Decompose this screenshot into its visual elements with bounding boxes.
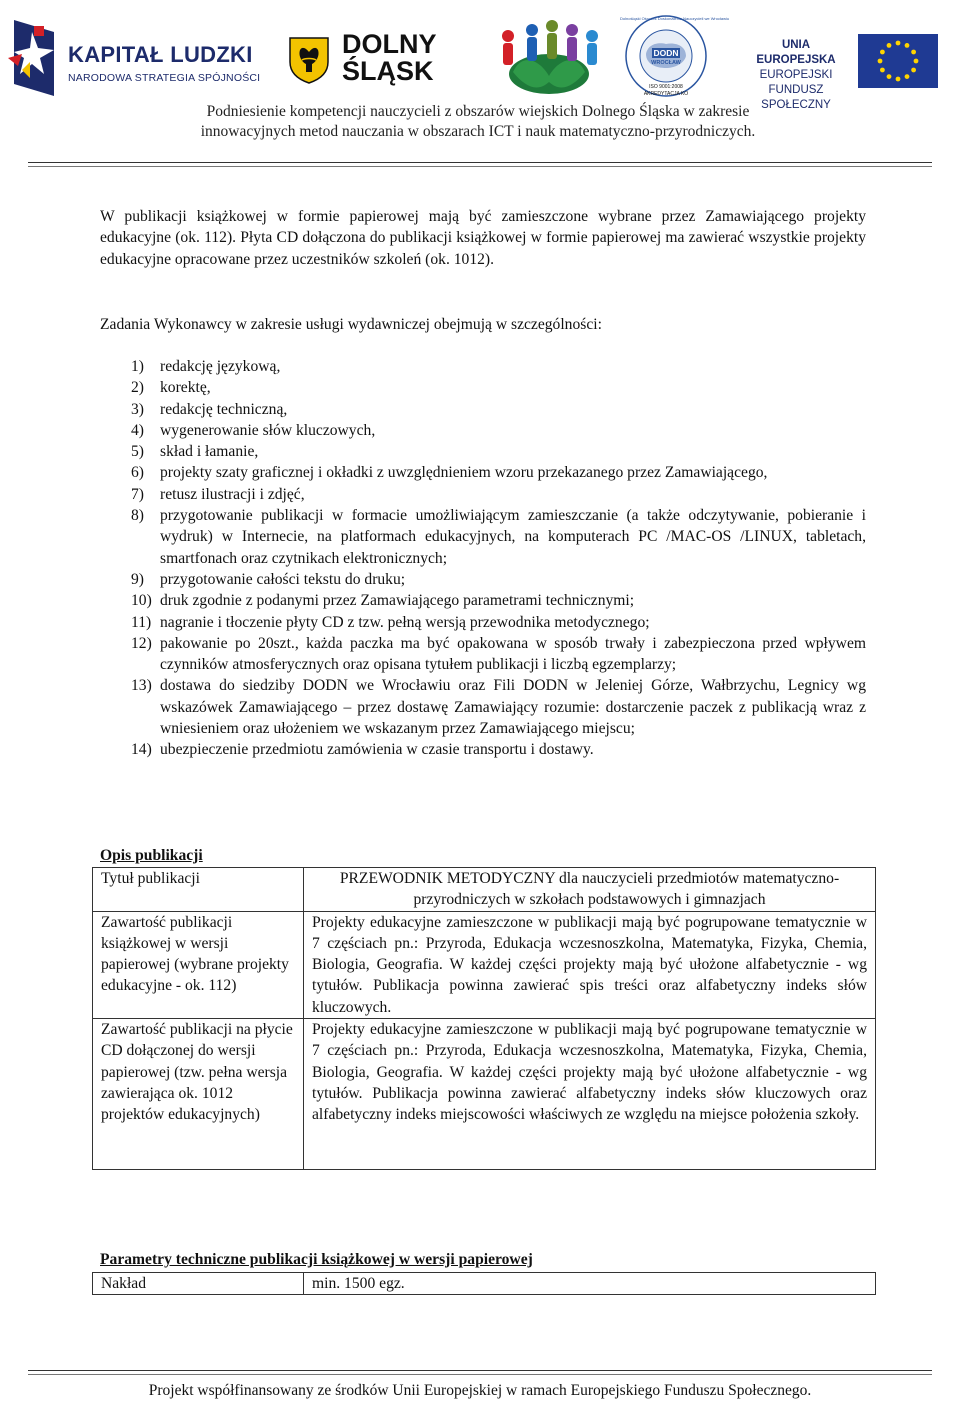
task-item xyxy=(100,484,866,505)
table-cell-label: Zawartość publikacji na płycie CD dołączonej do wersji papierowej (tzw. pełna wersja zawierająca ok. 1012 projektów edukacyjnych) xyxy=(93,1019,304,1170)
dolny-slask-line2: ŚLĄSK xyxy=(342,56,434,86)
task-item xyxy=(100,739,866,760)
dodn-akr-text: AKREDYTACJA KO xyxy=(643,91,689,97)
footer-divider xyxy=(28,1370,932,1371)
task-text: wygenerowanie słów kluczowych, xyxy=(160,421,376,439)
task-text: redakcję techniczną, xyxy=(160,400,288,418)
task-text: ubezpieczenie przedmiotu zamówienia w czasie transportu i dostawy. xyxy=(160,741,594,759)
footer-divider-thin xyxy=(28,1374,932,1375)
kapital-ludzki-star-icon xyxy=(8,18,56,98)
task-number: 2) xyxy=(131,379,144,397)
intro-paragraph: W publikacji książkowej w formie papierowej mają być zamieszczone wybrane przez Zamawiającego projekty edukacyjne (ok. 112). Płyta CD dołączona do publikacji książkowej w formie papierowej ma zawierać wszystkie projekty edukacyjne opracowane przez uczestników szkoleń (ok. 1012). xyxy=(100,208,866,268)
task-item xyxy=(100,505,866,569)
task-number: 7) xyxy=(131,485,144,503)
task-item xyxy=(100,441,866,462)
dodn-logo xyxy=(618,14,730,102)
task-item xyxy=(100,399,866,420)
people-leaf-icon xyxy=(488,16,610,98)
task-number: 11) xyxy=(131,613,152,631)
task-text: przygotowanie publikacji w formacie umożliwiającym zamieszczanie (a także odczytywanie, pobieranie i wydruk) w Internecie, na platformach edukacyjnych, na komputerach PC /MAC-OS /LINUX, tabletach, smartfonach oraz czytnikach elektronicznych; xyxy=(160,507,866,567)
task-text: projekty szaty graficznej i okładki z uwzględnieniem wzoru przekazanego przez Zamawiającego, xyxy=(160,464,768,482)
task-number: 3) xyxy=(131,400,144,418)
table-cell-label: Nakład xyxy=(93,1273,304,1295)
eu-line3: FUNDUSZ SPOŁECZNY xyxy=(761,84,831,111)
project-title xyxy=(148,102,808,142)
opis-publikacji-title: Opis publikacji xyxy=(100,847,203,864)
task-text: nagranie i tłoczenie płyty CD z tzw. pełną wersją przewodnika metodycznego; xyxy=(160,613,650,631)
dodn-city-text: WROCŁAW xyxy=(651,60,681,66)
technical-parameters-table xyxy=(92,1272,876,1295)
task-item xyxy=(100,420,866,441)
tasks-intro: Zadania Wykonawcy w zakresie usługi wydawniczej obejmują w szczególności: xyxy=(100,316,602,333)
table-row xyxy=(93,1273,876,1295)
parametry-techniczne-title: Parametry techniczne publikacji książkowej w wersji papierowej xyxy=(100,1251,533,1268)
task-item xyxy=(100,612,866,633)
eu-flag-icon xyxy=(858,34,938,88)
project-title-line1: Podniesienie kompetencji nauczycieli z obszarów wiejskich Dolnego Śląska w zakresie xyxy=(206,103,750,120)
task-number: 6) xyxy=(131,464,144,482)
dolny-slask-line1: DOLNY xyxy=(342,29,437,59)
table-row xyxy=(93,1019,876,1170)
table-cell-value: Projekty edukacyjne zamieszczone w publikacji mają być pogrupowane tematycznie w 7 częściach pn.: Przyroda, Edukacja wczesnoszkolna, Matematyka, Fizyka, Chemia, Biologia, Geografia. W każdej części projekty mają być ułożone alfabetycznie - wg tytułów. Publikacja powinna zawierać alfabetyczny indeks słów kluczowych oraz alfabetyczny indeks miejscowości właściwych ze względu na miejsce położenia szkoły. xyxy=(304,1019,876,1170)
task-text: dostawa do siedziby DODN we Wrocławiu oraz Fili DODN w Jeleniej Górze, Wałbrzychu, Legnicy wg wskazówek Zamawiającego – przez dostawę Zamawiający rozumie: dostarczenie paczek z publikacją wraz z wniesieniem oraz ułożeniem we wskazanym przez Zamawiającego miejscu; xyxy=(160,677,866,738)
task-text: pakowanie po 20szt., każda paczka ma być opakowana w sposób trwały i zabezpieczona przed wpływem czynników atmosferycznych oraz opisana tytułem publikacji i liczbą egzemplarzy; xyxy=(160,634,866,674)
table-row xyxy=(93,911,876,1018)
header-divider xyxy=(28,162,932,163)
project-title-line2: innowacyjnych metod nauczania w obszarach ICT i nauk matematyczno-przyrodniczych. xyxy=(200,123,756,140)
task-number: 4) xyxy=(131,421,144,439)
task-text: retusz ilustracji i zdjęć, xyxy=(160,485,305,503)
task-item xyxy=(100,377,866,398)
task-item xyxy=(100,569,866,590)
table-row xyxy=(93,868,876,912)
task-number: 13) xyxy=(131,677,152,695)
task-number: 14) xyxy=(131,741,152,759)
eu-logo xyxy=(742,32,942,111)
kapital-ludzki-logo xyxy=(6,14,266,100)
table-cell-label: Tytuł publikacji xyxy=(93,868,304,912)
table-cell-value: min. 1500 egz. xyxy=(304,1273,876,1295)
task-number: 5) xyxy=(131,443,144,461)
task-item xyxy=(100,462,866,483)
table-cell-label: Zawartość publikacji książkowej w wersji papierowej (wybrane projekty edukacyjne - ok. 112) xyxy=(93,911,304,1018)
dodn-iso-text: ISO 9001:2008 xyxy=(649,84,683,90)
kapital-ludzki-subtitle: NARODOWA STRATEGIA SPÓJNOŚCI xyxy=(68,72,261,84)
task-text: druk zgodnie z podanymi przez Zamawiającego parametrami technicznymi; xyxy=(160,592,635,610)
task-text: redakcję językową, xyxy=(160,358,281,375)
task-number: 10) xyxy=(131,592,152,610)
dolny-slask-logo xyxy=(288,30,458,90)
footer-text: Projekt współfinansowany ze środków Unii Europejskiej w ramach Europejskiego Funduszu Społecznego. xyxy=(148,1382,812,1399)
eagle-shield-icon xyxy=(288,36,330,84)
task-number: 12) xyxy=(131,634,152,652)
task-text: skład i łamanie, xyxy=(160,443,259,461)
task-item xyxy=(100,675,866,739)
people-leaf-logo xyxy=(488,16,610,98)
table-cell-value: PRZEWODNIK METODYCZNY dla nauczycieli przedmiotów matematyczno-przyrodniczych w szkołach podstawowych i gimnazjach xyxy=(304,868,876,912)
eu-line2: EUROPEJSKI xyxy=(759,69,833,81)
publication-description-table xyxy=(92,867,876,1170)
task-list xyxy=(100,356,866,761)
task-item xyxy=(100,590,866,611)
eu-line1: UNIA EUROPEJSKA xyxy=(756,39,836,66)
task-number: 8) xyxy=(131,507,144,525)
kapital-ludzki-title: KAPITAŁ LUDZKI xyxy=(68,42,253,67)
task-text: korektę, xyxy=(160,379,211,397)
dodn-logo-text: DODN xyxy=(653,48,679,58)
task-item xyxy=(100,356,866,377)
header-divider-thin xyxy=(28,166,932,167)
table-cell-value: Projekty edukacyjne zamieszczone w publikacji mają być pogrupowane tematycznie w 7 częściach pn.: Przyroda, Edukacja wczesnoszkolna, Matematyka, Fizyka, Chemia, Biologia, Geografia. W każdej części projekty mają być ułożone alfabetycznie - wg tytułów. Publikacja powinna zawierać spis treści oraz alfabetyczny indeks słów kluczowych. xyxy=(304,911,876,1018)
dodn-ring-text: Dolnośląski Ośrodek Doskonalenia Nauczycieli we Wrocławiu xyxy=(620,16,730,21)
task-number: 9) xyxy=(131,570,144,588)
task-number: 1) xyxy=(131,358,144,375)
task-text: przygotowanie całości tekstu do druku; xyxy=(160,570,406,588)
task-item xyxy=(100,633,866,676)
